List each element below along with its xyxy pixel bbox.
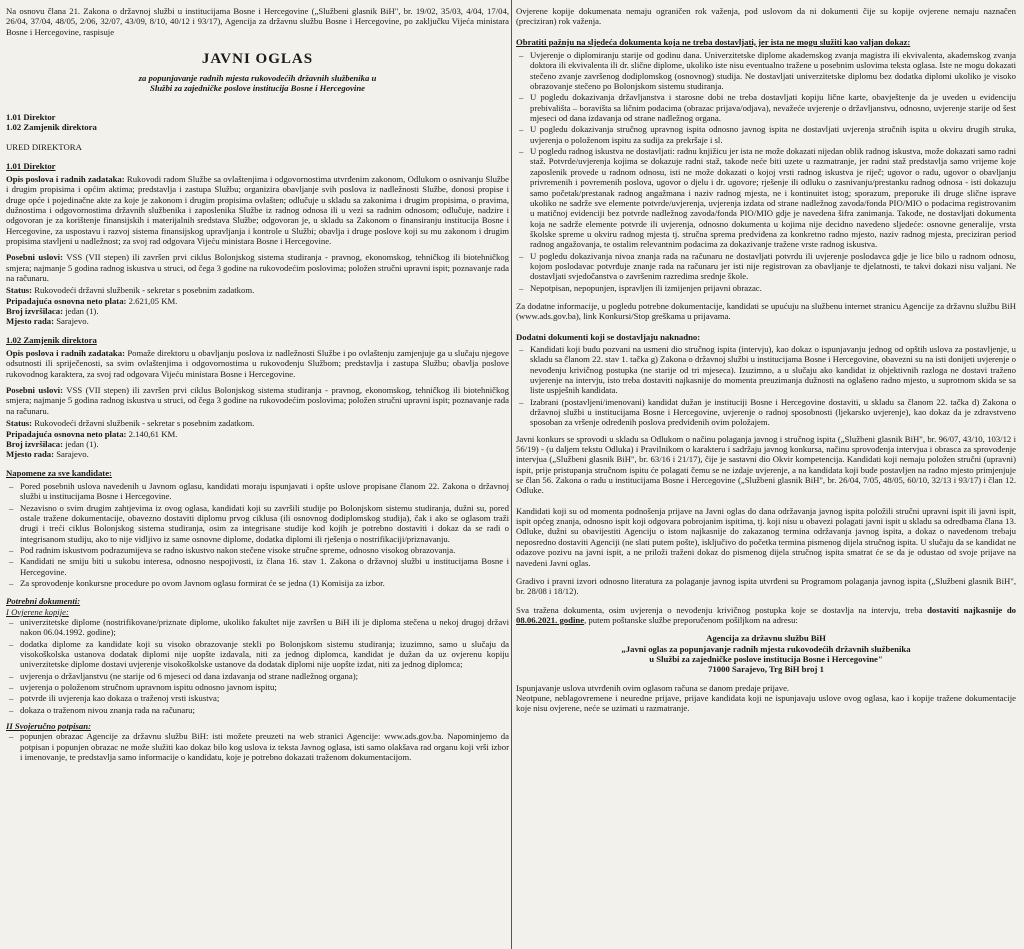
docs-sub-heading-2: II Svojeručno potpisan: <box>6 721 91 732</box>
list-item: – Pod radnim iskustvom podrazumijeva se radno iskustvo nakon stečene visoke stručne spreme, odnosno visokog obrazovanja. <box>20 545 509 555</box>
list-item: – Izabrani (postavljeni/imenovani) kandidat dužan je instituciji Bosne i Hercegovine dostaviti, u skladu sa članom 22. tačka d) Zakona o državnoj službi u institucijama Bosne i Hercegovine, uvjerenje o radnoj sposobnosti (ljekarsko uvjerenje), kao dokaz da je zdravstveno sposoban za vršenje određenih poslova predviđenih ovim položajem. <box>530 397 1016 428</box>
place-text: Sarajevo. <box>56 316 89 327</box>
subtitle-line-1: za popunjavanje radnih mjesta rukovodećih državnih službenika u <box>138 72 377 83</box>
list-item: – U pogledu dokazivanja državljanstva i starosne dobi ne treba dostavljati kopiju lične karte, obavještenje da je uveden u evidenciju prebivališta – boravišta sa ličnim podacima (obrazac prijava/odjava), nevažeće uvjerenje o državljanstvu, odnosno, uvjerenje starije od šest mjeseci od dana izdavanja od strane nadležnog organa. <box>530 92 1016 123</box>
positions-list-item: 1.01 Direktor <box>6 111 56 122</box>
list-item: – U pogledu radnog iskustva ne dostavljati: radnu knjižicu jer ista ne može dokazati nijedan oblik radnog iskustva, može dokazati samo radni staž. Potvrde/uvjerenja kojima se dokazuje radni staž, takođe neće biti uzete u razmatranje, jer radni staž predstavlja samo vrijeme koje zaposlenik provede u radnom odnosu, isti ne može dokazati o kojoj vrsti radnog iskustva je riječ; ugovor o radu, ugovor o obavljanju privremenih i povremenih poslova, ugovor o djelu i dr. ugovore; rješenje ili odluku o zasnivanju/prestanku radnog odnosa - isti dokazuju samo početak/prestanak radnog angažmana i naziv radnog mjesta, ne i kontinuitet istog; sporazum, preporuke ili druge slične isprave ukoliko ne sadrže sve elemente potvrde/uvjerenja, uvjerenja izdata od strane nadležnog zavoda/fonda PIO/MIO o podacima registrovanim u matičnoj evidenciji bez potvrde nadležnog zavoda/fonda PIO/MIO gdje je navedena šifra zanimanja. Takođe, ne dostavljati dokumenta koja ne sadrže elemente potvrde ili uvjerenja, odnosno dokumenta u kojima nije decidno navedeno sljedeće: osnovne generalije, vrsta školske spreme u okviru radnog mjesta tj. stručna sprema predviđena za konkretno radno mjesto, naziv radnog mjesta, preciziran period radnog angažovanja, te ostalim relevantnim podacima za dokazivanje tražene vrste radnog iskustva. <box>530 146 1016 249</box>
docs-list-2 <box>6 731 509 762</box>
list-item: – Za sprovođenje konkursne procedure po ovom Javnom oglasu formirat će se jedna (1) Komisija za izbor. <box>20 578 509 588</box>
special-label: Posebni uslovi: <box>6 252 63 263</box>
address-line: Agencija za državnu službu BiH <box>706 633 826 644</box>
place-label: Mjesto rada: <box>6 316 55 327</box>
count-label: Broj izvršilaca: <box>6 306 64 317</box>
additional-heading: Dodatni dokumenti koji se dostavljaju naknadno: <box>516 331 701 342</box>
status-text: Rukovodeći državni službenik - sekretar s posebnim zadatkom. <box>34 418 255 429</box>
status-text: Rukovodeći državni službenik - sekretar s posebnim zadatkom. <box>34 285 255 296</box>
position-2-special <box>6 385 509 416</box>
list-item: – Kandidati koji budu pozvani na usmeni dio stručnog ispita (intervju), kao dokaz o ispunjavanju jednog od opštih uslova za postavljenje, u skladu sa članom 22. stav 1. tačka g) Zakona o državnoj službi u institucijama Bosne i Hercegovine, obavezni su na isti donijeti uvjerenje o nevođenju krivičnog postupka (ne starije od tri mjeseca). Izuzimno, a u slučaju ako kandidat iz objektivnih razloga ne dostavi traženo uvjerenje na intervju, isto treba dostaviti najkasnije do momenta preuzimanja dužnosti na oglašeno radno mjesto, u suprotnom skida se sa liste uspješnih kandidata. <box>530 344 1016 396</box>
docs-list <box>6 617 509 715</box>
place-text: Sarajevo. <box>56 449 89 460</box>
attention-heading: Obratiti pažnju na sljedeća dokumenta koja ne treba dostavljati, jer ista ne mogu služiti kao valjan dokaz: <box>516 36 911 47</box>
left-column <box>6 6 509 768</box>
konkurs-paragraph: Javni konkurs se sprovodi u skladu sa Odlukom o načinu polaganja javnog i stručnog ispita („Službeni glasnik BiH", br. 96/07, 43/10, 103/12 i 56/19) - (u daljem tekstu Odluka) i Pravilnikom o karakteru i sadržaju javnog konkursa, načinu sprovođenja intervjua i obrasca za sprovođenje intervjua („Službeni glasnik BiH", br. 63/16 i 21/17), čije je sastavni dio Okvir kompetencija. Kandidati koji nemaju položen stručni (upravni) ispit, prije pristupanja stručnom ispitu će polagati čemu se ne izdaje uvjerenje, a na kandidata koji bude postavljen na radno mjesto primjenjuje se član 56. Zakona o radu u institucijama Bosne i Hercegovine („Službeni glasnik BiH", br. 26/04, 7/05, 48/05, 60/10, 32/13 i 93/17) i član 12. Odluke. <box>516 433 1016 496</box>
additional-list <box>516 344 1016 428</box>
list-item: – Kandidati ne smiju biti u sukobu interesa, odnosno nespojivosti, iz člana 16. stav 1. Zakona o državnoj službi u institucijama Bosne i Hercegovine. <box>20 556 509 577</box>
position-2-place <box>6 449 509 459</box>
positions-list-item: 1.02 Zamjenik direktora <box>6 121 97 132</box>
position-1-special <box>6 252 509 283</box>
list-item: – uvjerenja o državljanstvu (ne starije od 6 mjeseci od dana izdavanja od strane nadležnog organa); <box>20 671 509 681</box>
right-column <box>516 6 1016 714</box>
address-line: 71000 Sarajevo, Trg BiH broj 1 <box>708 664 824 675</box>
copies-paragraph: Ovjerene kopije dokumenata nemaju ograničen rok važenja, pod uslovom da ni dokumenti čije su kopije ovjerene nemaju naznačen (preciziran) rok važenja. <box>516 6 1016 27</box>
notes-list <box>6 481 509 588</box>
duties-text: Pomaže direktoru u obavljanju poslova iz nadležnosti Službe i po ovlaštenju zamjenjuje ga u slučaju njegove odsutnosti ili spriječenosti, sa svim ovlaštenjima i odgovornostima u rukovođenju Službom; predstavlja i zastupa Službu; obavlja poslove rukovodnog karaktera, za svoj rad odgovara Vijeću ministara Bosne i Hercegovine. <box>6 348 510 379</box>
address-block <box>516 633 1016 674</box>
list-item: – Pored posebnih uslova navedenih u Javnom oglasu, kandidati moraju ispunjavati i opšte uslove propisane članom 22. Zakona o državnoj službi u institucijama Bosne i Hercegovine. <box>20 481 509 502</box>
list-item: – U pogledu dokazivanja nivoa znanja rada na računaru ne dostavljati potvrdu ili uvjerenje poslodavca gdje je lice bilo u radnom odnosu, kojom poslodavac potvrđuje znanje rada na računaru jer isti nije registrovan za obavljanje te djelatnosti, te takvi dokazi nisu valjani. Ne dostavljati svjedočanstva o završenim razredima srednje škole. <box>530 251 1016 282</box>
salary-text: 2.140,61 KM. <box>128 428 178 439</box>
literature-paragraph: Gradivo i pravni izvori odnosno literatura za polaganje javnog ispita utvrđeni su Programom polaganja javnog ispita („Službeni glasnik BiH", br. 28/08 i 18/12). <box>516 575 1016 597</box>
position-2-heading: 1.02 Zamjenik direktora <box>6 334 97 345</box>
notes-heading: Napomene za sve kandidate: <box>6 467 112 478</box>
column-divider <box>511 0 512 949</box>
deadline-paragraph <box>516 605 1016 626</box>
document-title: JAVNI OGLAS <box>201 51 314 68</box>
position-2-duties <box>6 348 509 379</box>
deadline-bold: dostaviti najkasnije do <box>927 604 1017 615</box>
position-1-duties <box>6 174 509 246</box>
count-text: jedan (1). <box>65 306 99 317</box>
list-item: – popunjen obrazac Agencije za državnu službu BiH: isti možete preuzeti na web stranici Agencije: www.ads.gov.ba. Napominjemo da potpisan i popunjen obrazac ne može služiti kao dokaz bilo kog uslova iz teksta Javnog oglasa, isti samo olakšava rad organu koji vrši izbor i imenovanje, te predstavlja samo informacije o kandidatu, koje je potrebno dokazati traženom dokumentacijom. <box>20 731 509 762</box>
attention-list <box>516 50 1016 293</box>
special-text: VSS (VII stepen) ili završen prvi ciklus Bolonjskog sistema studiranja - pravnog, ekonomskog, tehničkog ili biotehničkog smjera; najmanje 5 godina radnog iskustva u struci, od čega 3 godine na rukovodećim poslovima; položen stručni upravni ispit; poznavanje rada na računaru. <box>6 385 509 416</box>
count-text: jedan (1). <box>65 438 99 449</box>
deadline-post: , putem poštanske službe preporučenom pošiljkom na adresu: <box>584 614 798 625</box>
place-label: Mjesto rada: <box>6 449 55 460</box>
position-1-status <box>6 285 509 295</box>
position-1-salary <box>6 296 509 306</box>
final-note-2: Neotpune, neblagovremene i neuredne prijave, prijave kandidata koji ne ispunjavaju uslove ovog oglasa, kao i kopije tražene dokumentacije koje nisu ovjerene, neće se uzimati u razmatranje. <box>516 692 1016 714</box>
duties-label: Opis poslova i radnih zadataka: <box>6 348 125 359</box>
status-label: Status: <box>6 285 33 296</box>
docs-heading: Potrebni dokumenti: <box>6 596 81 607</box>
unit-name: URED DIREKTORA <box>6 142 82 153</box>
position-1-heading: 1.01 Direktor <box>6 160 56 171</box>
list-item: – dokaza o traženom nivou znanja rada na računaru; <box>20 705 509 715</box>
deadline-date: 08.06.2021. godine <box>516 614 585 625</box>
info-paragraph: Za dodatne informacije, u pogledu potrebne dokumentacije, kandidati se upućuju na službenu internet stranicu Agencije za državnu službu BiH (www.ads.gov.ba), link Konkursi/Stop greškama u prijavama. <box>516 300 1016 322</box>
list-item: – uvjerenja o položenom stručnom upravnom ispitu odnosno javnom ispitu; <box>20 682 509 692</box>
intro-paragraph: Na osnovu člana 21. Zakona o državnoj službi u institucijama Bosne i Hercegovine („Službeni glasnik BiH", br. 19/02, 35/03, 4/04, 17/04, 26/04, 37/04, 48/05, 2/06, 32/07, 43/09, 8/10, 40/12 i 93/17), Agencija za državnu službu Bosne i Hercegovine, po zaključku Vijeća ministara Bosne i Hercegovine, raspisuje <box>6 6 509 37</box>
duties-text: Rukovodi radom Službe sa ovlaštenjima i odgovornostima utvrđenim zakonom, Odlukom o osnivanju Službe i drugim propisima i općim aktima; predstavlja i zastupa Službu; organizira obavljanje svih poslova iz nadležnosti Službe, donosi propise i druge opće i pojedinačne akte za koje je zakonom i drugim propisima ovlašten; odlučuje u skladu sa zakonima i drugim propisima, o pravima, dužnostima i odgovornostima državnih službenika i zaposlenika Službe iz radnog odnosa ili u vezi sa radnim odnosom; odlučuje, nadzire i odgovoran je za korištenje finansijskih i materijalnih sredstava Službe; odgovoran je, u skladu sa Zakonom o finansiranju institucija Bosne i Hercegovine, za uspostavu i razvoj sistema finansijskog upravljanja i kontrole u Službi; obavlja i druge poslove koji su mu zakonom i drugim propisima stavljeni u nadležnost; za svoj rad odgovara Vijeću ministara Bosne i Hercegovine. <box>6 173 509 246</box>
document-subtitle <box>6 73 509 94</box>
address-line: „Javni oglas za popunjavanje radnih mjesta rukovodećih državnih službenika <box>621 643 911 654</box>
address-line: u Službi za zajedničke poslove institucija Bosne i Hercegovine" <box>649 653 883 664</box>
special-label: Posebni uslovi: <box>6 385 63 396</box>
list-item: – univerzitetske diplome (nostrifikovane/priznate diplome, ukoliko fakultet nije završen u BiH ili je diploma stečena u nekoj drugoj državi nakon 06.04.1992. godine); <box>20 617 509 638</box>
status-label: Status: <box>6 418 33 429</box>
salary-label: Pripadajuća osnovna neto plata: <box>6 428 127 439</box>
positions-list <box>6 112 509 133</box>
position-2-count <box>6 439 509 449</box>
deadline-text: Sva tražena dokumenta, osim uvjerenja o nevođenju krivičnog postupka koje se dostavlja na intervju, treba <box>516 604 923 615</box>
list-item: – potvrde ili uvjerenja kao dokaza o traženoj vrsti iskustva; <box>20 693 509 703</box>
list-item: – Nepotpisan, nepopunjen, ispravljen ili izmijenjen prijavni obrazac. <box>530 283 1016 293</box>
list-item: – Nezavisno o svim drugim zahtjevima iz ovog oglasa, kandidati koji su završili studije po Bolonjskom sistemu studiranja, dužni su, pored ostale tražene dokumentacije, obavezno dostaviti diplomu prvog ciklusa (ili osnovnog dodiplomskog studija), čak i ako se oglasom traži drugi i treći ciklus Bolonjskog sistema studiranja, osim za integrisane studije kod kojih je potrebno dostaviti i dokaz da se radi o integrisanom studiju, ako to nije vidljivo iz same osnovne diplome, dodatka diplomi ili rješenja o nostrifikaciji/priznavanju. <box>20 503 509 544</box>
list-item: – dodatka diplome za kandidate koji su visoko obrazovanje stekli po Bolonjskom sistemu studiranja; izuzimno, samo u slučaju da visokoškolska ustanova dodatak diplomi nije uopšte izdavala, niti za jednog diplomca, kandidat je dužan da uz ovjerenu kopiju univerzitetske diplome dostavi uvjerenje visokoškolske ustanove da dodatak diplomi nije uopšte izdat, niti za jednog diplomca; <box>20 639 509 670</box>
final-note-1: Ispunjavanje uslova utvrđenih ovim oglasom računa se danom predaje prijave. <box>516 682 790 693</box>
position-1-count <box>6 306 509 316</box>
special-text: VSS (VII stepen) ili završen prvi ciklus Bolonjskog sistema studiranja - pravnog, ekonomskog, tehničkog ili biotehničkog smjera; najmanje 5 godina radnog iskustva u struci, od čega 3 godine na rukovodećim poslovima; položen stručni upravni ispit; poznavanje rada na računaru. <box>6 252 509 284</box>
exam-paragraph: Kandidati koji su od momenta podnošenja prijave na Javni oglas do dana održavanja javnog ispita položili stručni upravni ispit ili javni ispit, ispit općeg znanja, odnosno ispit koji odgovara pobrojanim ispitima, tj. koji nisu u obavezi polagati javni ispit u skladu sa odredbama člana 13. Odluke, dužni su obavijestiti Agenciju o istom najkasnije do zakazanog termina održavanja javnog ispita, a dokaz o navedenom trebaju neposredno dostaviti Agenciji (ne slati putem pošte), isključivo do početka termina pismenog dijela stručnog ispita. U slučaju da se kandidat ne odazove pozivu na javni ispit, a ne priloži traženi dokaz do pismenog dijela stručnog ispita smatrat će se da je odustao od svoje prijave na navedeni Javni oglas. <box>516 505 1016 568</box>
list-item: – Uvjerenje o diplomiranju stariје od godinu dana. Univerzitetske diplome akademskog zvanja magistra ili ekvivalenta, akademskog zvanja doktora ili ekvivalenta ili dr. slične diplome, ukoliko iste nisu eventualno tražene u posebnim uslovima teksta oglasa. Iste ne mogu dokazati stečeno zvanje završenog dodiplomskog (osnovnog) studija. Ne dostavljati univerzitetske diplomu bez dodatka diplomi ukoliko je visoko obrazovanje stečeno po Bolonjskom sistemu studiranja. <box>530 50 1016 91</box>
docs-sub-heading-1: I Ovjerene kopije: <box>6 606 69 617</box>
subtitle-line-2: Službi za zajedničke poslove institucija Bosne i Hercegovine <box>149 83 365 94</box>
salary-label: Pripadajuća osnovna neto plata: <box>6 295 127 306</box>
duties-label: Opis poslova i radnih zadataka: <box>6 173 125 184</box>
list-item: – U pogledu dokazivanja stručnog upravnog ispita odnosno javnog ispita ne dostavljati uvjerenja stručnih ispita u okviru drugih struka, uvjerenja o položenom ispitu za sudija za prekršaje i sl. <box>530 124 1016 145</box>
position-2-salary <box>6 429 509 439</box>
position-1-place <box>6 316 509 326</box>
position-2-status <box>6 418 509 428</box>
count-label: Broj izvršilaca: <box>6 438 64 449</box>
salary-text: 2.621,05 KM. <box>128 295 178 306</box>
